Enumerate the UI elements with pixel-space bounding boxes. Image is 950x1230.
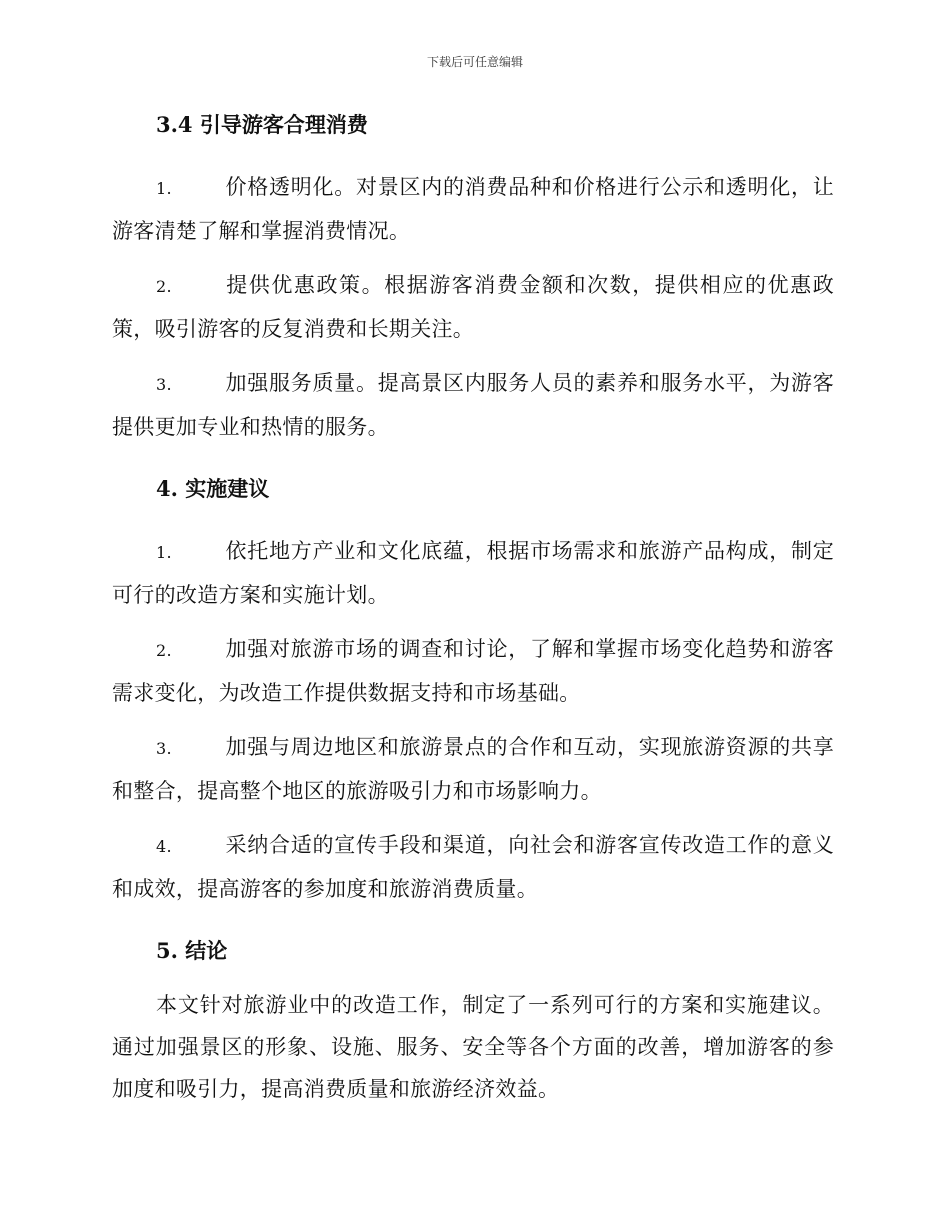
list-item-text: 提供优惠政策。根据游客消费金额和次数，提供相应的优惠政策，吸引游客的反复消费和长期关注。 [112, 273, 834, 341]
page-header: 下载后可任意编辑 [426, 55, 523, 69]
list-item-number: 2. [156, 277, 172, 296]
list-item [112, 726, 834, 812]
list-item-text: 加强服务质量。提高景区内服务人员的素养和服务水平，为游客提供更加专业和热情的服务。 [112, 371, 834, 439]
list-item [112, 362, 834, 448]
list-item [112, 264, 834, 350]
list-item-number: 1. [156, 179, 172, 198]
list-item-number: 3. [156, 739, 172, 758]
list-item-number: 3. [156, 375, 172, 394]
conclusion-paragraph: 本文针对旅游业中的改造工作，制定了一系列可行的方案和实施建议。通过加强景区的形象、设施、服务、安全等各个方面的改善，增加游客的参加度和吸引力，提高消费质量和旅游经济效益。 [112, 993, 834, 1101]
list-item [112, 166, 834, 252]
list-item [112, 530, 834, 616]
list-item-text: 依托地方产业和文化底蕴，根据市场需求和旅游产品构成，制定可行的改造方案和实施计划。 [112, 539, 834, 607]
list-item [112, 628, 834, 714]
list-item-text: 加强对旅游市场的调查和讨论，了解和掌握市场变化趋势和游客需求变化，为改造工作提供数据支持和市场基础。 [112, 637, 834, 705]
section-heading-5: 5. 结论 [156, 938, 228, 963]
list-item-number: 4. [156, 837, 172, 856]
section-heading-4: 4. 实施建议 [156, 476, 270, 501]
list-item-text: 采纳合适的宣传手段和渠道，向社会和游客宣传改造工作的意义和成效，提高游客的参加度和旅游消费质量。 [112, 833, 834, 901]
list-item-number: 2. [156, 641, 172, 660]
section-heading-3-4: 3.4 引导游客合理消费 [156, 112, 368, 137]
list-item-text: 加强与周边地区和旅游景点的合作和互动，实现旅游资源的共享和整合，提高整个地区的旅游吸引力和市场影响力。 [112, 735, 834, 803]
list-item-text: 价格透明化。对景区内的消费品种和价格进行公示和透明化，让游客清楚了解和掌握消费情况。 [112, 175, 834, 243]
list-item-number: 1. [156, 543, 172, 562]
list-item [112, 824, 834, 910]
document-body [112, 110, 834, 1110]
